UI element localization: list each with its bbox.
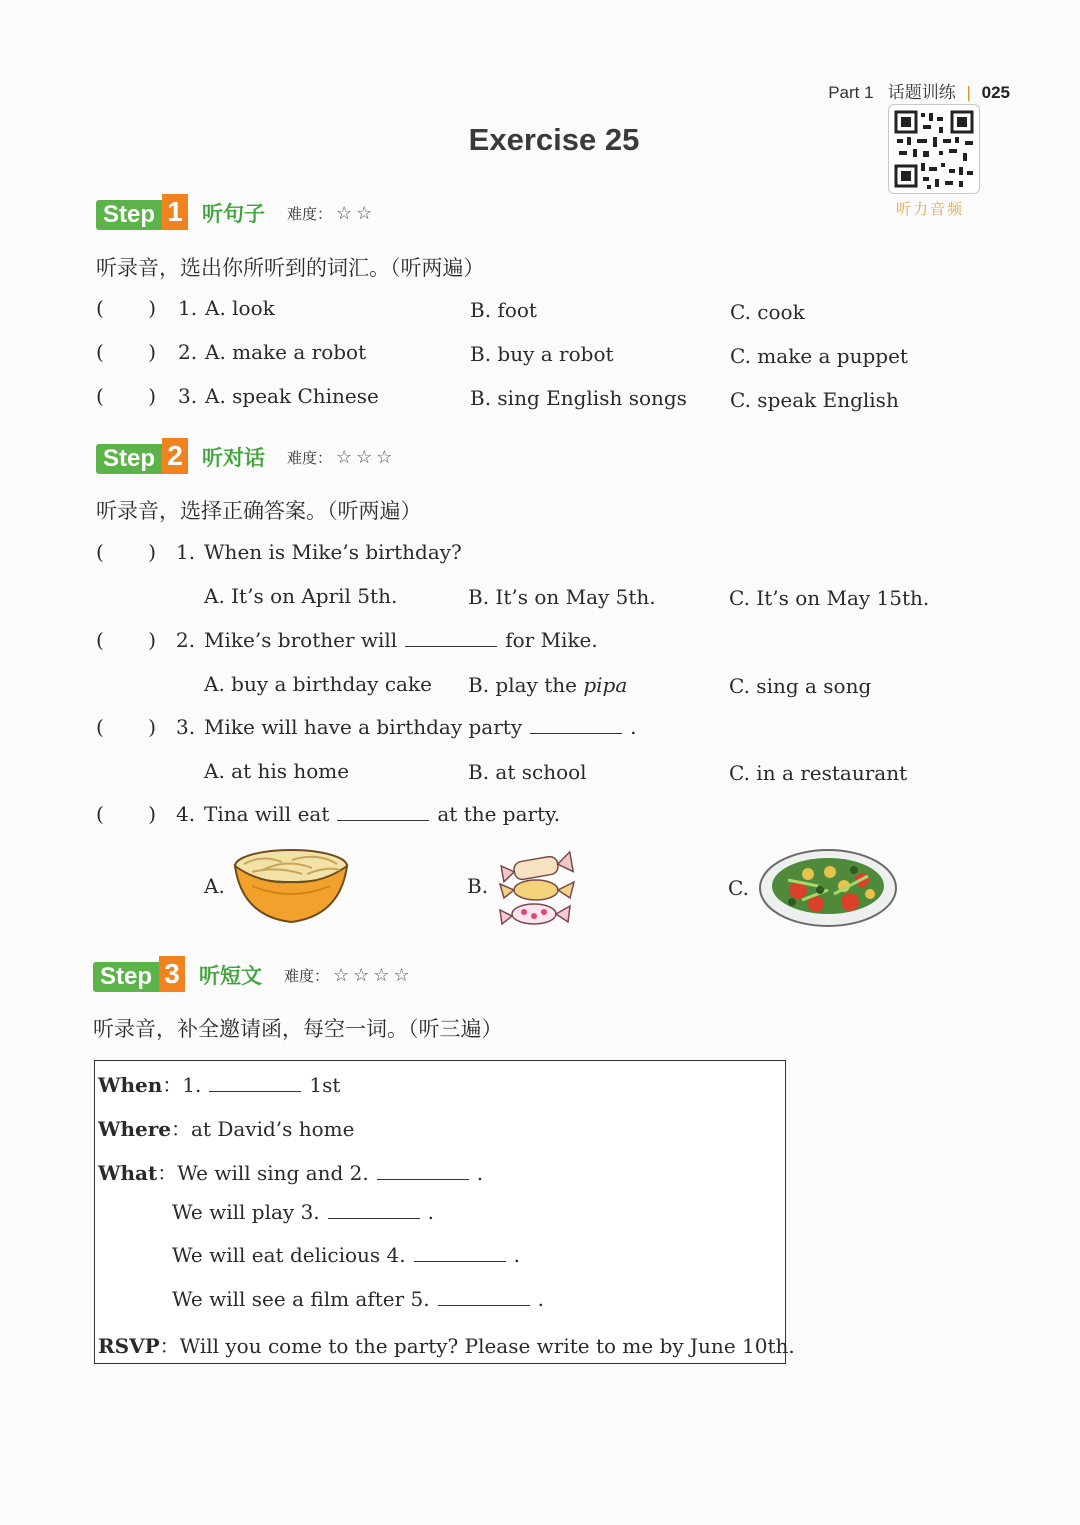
step3-header xyxy=(93,958,414,992)
option-b-text: B. play the xyxy=(468,673,584,697)
step3-title: 听短文 xyxy=(199,964,263,988)
question-text-pre: Mike will have a birthday party xyxy=(204,715,523,739)
colon: ： xyxy=(159,1334,180,1358)
answer-bracket[interactable]: ( ) xyxy=(96,802,157,826)
step1-title: 听句子 xyxy=(202,202,266,226)
question-number: 1. xyxy=(176,540,196,564)
answer-bracket[interactable]: ( ) xyxy=(96,628,157,652)
period: . xyxy=(476,1161,484,1185)
step-word: Step xyxy=(96,444,162,474)
option-b xyxy=(468,673,627,697)
answer-blank-3[interactable] xyxy=(328,1217,420,1219)
question-number: 2. xyxy=(176,628,196,652)
where-label: Where xyxy=(98,1117,171,1141)
question-text xyxy=(204,802,560,826)
candy-icon xyxy=(496,846,580,926)
step-number: 2 xyxy=(162,438,188,474)
what-line-2 xyxy=(172,1200,434,1224)
what-text-3: We will eat delicious 4. xyxy=(172,1243,406,1267)
step2-badge xyxy=(96,440,188,474)
where-text: at David’s home xyxy=(191,1117,355,1141)
step3-instruction: 听录音，补全邀请函，每空一词。（听三遍） xyxy=(93,1017,503,1041)
what-line-4 xyxy=(172,1287,544,1311)
option-a: A. xyxy=(204,874,225,898)
option-a: A. at his home xyxy=(204,759,350,783)
step-word: Step xyxy=(96,200,162,230)
option-b: B. xyxy=(467,874,489,898)
difficulty-label: 难度： xyxy=(287,204,333,223)
question-text: When is Mike’s birthday? xyxy=(204,540,462,564)
answer-blank[interactable] xyxy=(530,732,622,734)
question-text xyxy=(204,628,598,652)
part-label: Part 1 xyxy=(828,83,874,102)
step1-instruction: 听录音，选出你所听到的词汇。（听两遍） xyxy=(96,256,485,280)
what-text-2: We will play 3. xyxy=(172,1200,320,1224)
colon: ： xyxy=(162,1073,183,1097)
page-title: Exercise 25 xyxy=(468,122,640,157)
option-c: C. xyxy=(728,876,749,900)
option-b: B. foot xyxy=(470,298,537,322)
salad-plate-icon xyxy=(758,846,898,928)
step-number: 1 xyxy=(162,194,188,230)
question-number: 3. xyxy=(178,384,198,408)
option-a: A. It’s on April 5th. xyxy=(204,584,398,608)
period: . xyxy=(513,1243,520,1267)
option-b: B. buy a robot xyxy=(470,342,614,366)
rsvp-line xyxy=(98,1330,795,1359)
page-number: 025 xyxy=(981,83,1010,102)
difficulty-stars-icon: ☆☆☆ xyxy=(336,446,397,468)
answer-blank-5[interactable] xyxy=(438,1304,530,1306)
what-text-1: We will sing and 2. xyxy=(177,1161,369,1185)
qr-audio-label: 听力音频 xyxy=(896,200,965,218)
option-b: B. at school xyxy=(468,760,587,784)
answer-blank-2[interactable] xyxy=(377,1178,469,1180)
step3-badge xyxy=(93,958,185,992)
answer-bracket[interactable]: ( ) xyxy=(96,540,157,564)
noodle-bowl-icon xyxy=(232,846,350,926)
when-line xyxy=(98,1069,340,1098)
question-number: 4. xyxy=(176,802,196,826)
step-number: 3 xyxy=(159,956,185,992)
page-header xyxy=(828,78,1010,103)
difficulty-stars-icon: ☆☆ xyxy=(336,202,377,224)
question-text-post: . xyxy=(630,715,637,739)
colon: ： xyxy=(157,1161,178,1185)
topic-label: 话题训练 xyxy=(887,83,956,102)
difficulty-label: 难度： xyxy=(284,966,330,985)
difficulty-label: 难度： xyxy=(287,448,333,467)
what-line-1 xyxy=(98,1157,483,1186)
answer-blank[interactable] xyxy=(337,819,429,821)
step-word: Step xyxy=(93,962,159,992)
when-suffix: 1st xyxy=(309,1073,341,1097)
step2-instruction: 听录音，选择正确答案。（听两遍） xyxy=(96,499,422,523)
option-b: B. sing English songs xyxy=(470,386,687,410)
question-text-post: at the party. xyxy=(437,802,561,826)
step1-header xyxy=(96,196,376,230)
answer-blank[interactable] xyxy=(405,645,497,647)
option-b-italic: pipa xyxy=(583,673,628,697)
option-c: C. make a puppet xyxy=(730,344,908,368)
what-label: What xyxy=(98,1161,158,1185)
rsvp-text: Will you come to the party? Please write to me by June 10th. xyxy=(179,1334,795,1358)
what-line-3 xyxy=(172,1243,520,1267)
option-c: C. It’s on May 15th. xyxy=(729,586,930,610)
option-b: B. It’s on May 5th. xyxy=(468,585,656,609)
question-number: 3. xyxy=(176,715,196,739)
option-c: C. in a restaurant xyxy=(729,761,908,785)
option-c: C. speak English xyxy=(730,388,899,412)
question-text-post: for Mike. xyxy=(505,628,598,652)
answer-blank-1[interactable] xyxy=(209,1090,301,1092)
option-a: A. make a robot xyxy=(205,340,367,364)
answer-bracket[interactable]: ( ) xyxy=(96,296,157,320)
period: . xyxy=(537,1287,544,1311)
when-label: When xyxy=(98,1073,163,1097)
step2-title: 听对话 xyxy=(202,446,266,470)
rsvp-label: RSVP xyxy=(98,1334,160,1358)
what-text-4: We will see a film after 5. xyxy=(172,1287,430,1311)
answer-bracket[interactable]: ( ) xyxy=(96,340,157,364)
step2-header xyxy=(96,440,396,474)
question-text xyxy=(204,715,636,739)
where-line xyxy=(98,1113,354,1142)
option-c: C. sing a song xyxy=(729,674,872,698)
answer-blank-4[interactable] xyxy=(414,1260,506,1262)
option-a: A. buy a birthday cake xyxy=(204,672,432,696)
answer-bracket[interactable]: ( ) xyxy=(96,715,157,739)
question-number: 2. xyxy=(178,340,198,364)
divider: | xyxy=(966,83,971,102)
question-number: 1. xyxy=(178,296,198,320)
option-a: A. speak Chinese xyxy=(205,384,379,408)
question-text-pre: Mike’s brother will xyxy=(204,628,398,652)
when-number: 1. xyxy=(182,1073,202,1097)
step1-badge xyxy=(96,196,188,230)
question-text-pre: Tina will eat xyxy=(204,802,330,826)
answer-bracket[interactable]: ( ) xyxy=(96,384,157,408)
period: . xyxy=(427,1200,435,1224)
option-a: A. look xyxy=(205,296,275,320)
colon: ： xyxy=(171,1117,191,1141)
difficulty-stars-icon: ☆☆☆☆ xyxy=(333,964,414,986)
option-c: C. cook xyxy=(730,300,805,324)
